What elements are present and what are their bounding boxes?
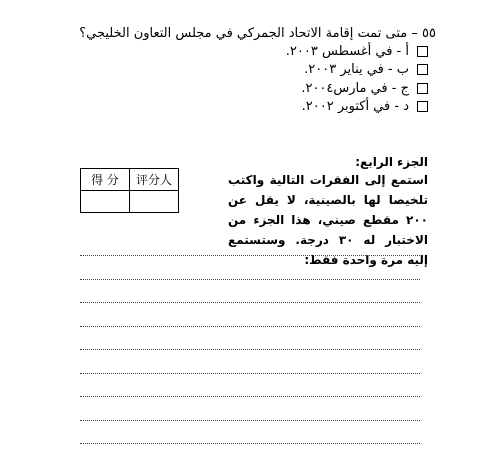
checkbox-a[interactable] bbox=[417, 46, 428, 57]
answer-lines bbox=[80, 255, 420, 467]
answer-line[interactable] bbox=[80, 396, 420, 397]
score-cell[interactable] bbox=[81, 191, 130, 213]
option-c-label: ج - في مارس٢٠٠٤. bbox=[301, 80, 409, 96]
option-c[interactable] bbox=[286, 79, 428, 98]
grader-header: 评分人 bbox=[130, 169, 179, 191]
checkbox-d[interactable] bbox=[417, 101, 428, 112]
instructions-text: استمع إلى الفقرات التالية واكتب تلخيصا لها بالصينية، لا يقل عن ٢٠٠ مقطع صيني، هذا الجزء من الاختبار له ٣٠ درجة. وستستمع إليه مرة واحدة فقط: bbox=[228, 173, 428, 267]
option-b-label: ب - في يناير ٢٠٠٣. bbox=[304, 62, 409, 78]
answer-line[interactable] bbox=[80, 279, 420, 280]
answer-options bbox=[286, 42, 428, 116]
option-a-label: أ - في أغسطس ٢٠٠٣. bbox=[285, 43, 409, 59]
answer-line[interactable] bbox=[80, 326, 420, 327]
answer-line[interactable] bbox=[80, 420, 420, 421]
option-d[interactable] bbox=[286, 98, 428, 117]
question-text: ٥٥ – متى تمت إقامة الاتحاد الجمركي في مجلس التعاون الخليجي؟ bbox=[79, 26, 436, 41]
answer-line[interactable] bbox=[80, 302, 420, 303]
answer-line[interactable] bbox=[80, 255, 420, 256]
answer-line[interactable] bbox=[80, 349, 420, 350]
option-d-label: د - في أكتوبر ٢٠٠٢. bbox=[301, 99, 409, 115]
option-b[interactable] bbox=[286, 61, 428, 80]
section-title: الجزء الرابع: bbox=[355, 155, 428, 169]
checkbox-b[interactable] bbox=[417, 64, 428, 75]
checkbox-c[interactable] bbox=[417, 83, 428, 94]
score-table bbox=[80, 168, 179, 213]
answer-line[interactable] bbox=[80, 373, 420, 374]
answer-line[interactable] bbox=[80, 443, 420, 444]
option-a[interactable] bbox=[286, 42, 428, 61]
score-header: 得 分 bbox=[81, 169, 130, 191]
grader-cell[interactable] bbox=[130, 191, 179, 213]
